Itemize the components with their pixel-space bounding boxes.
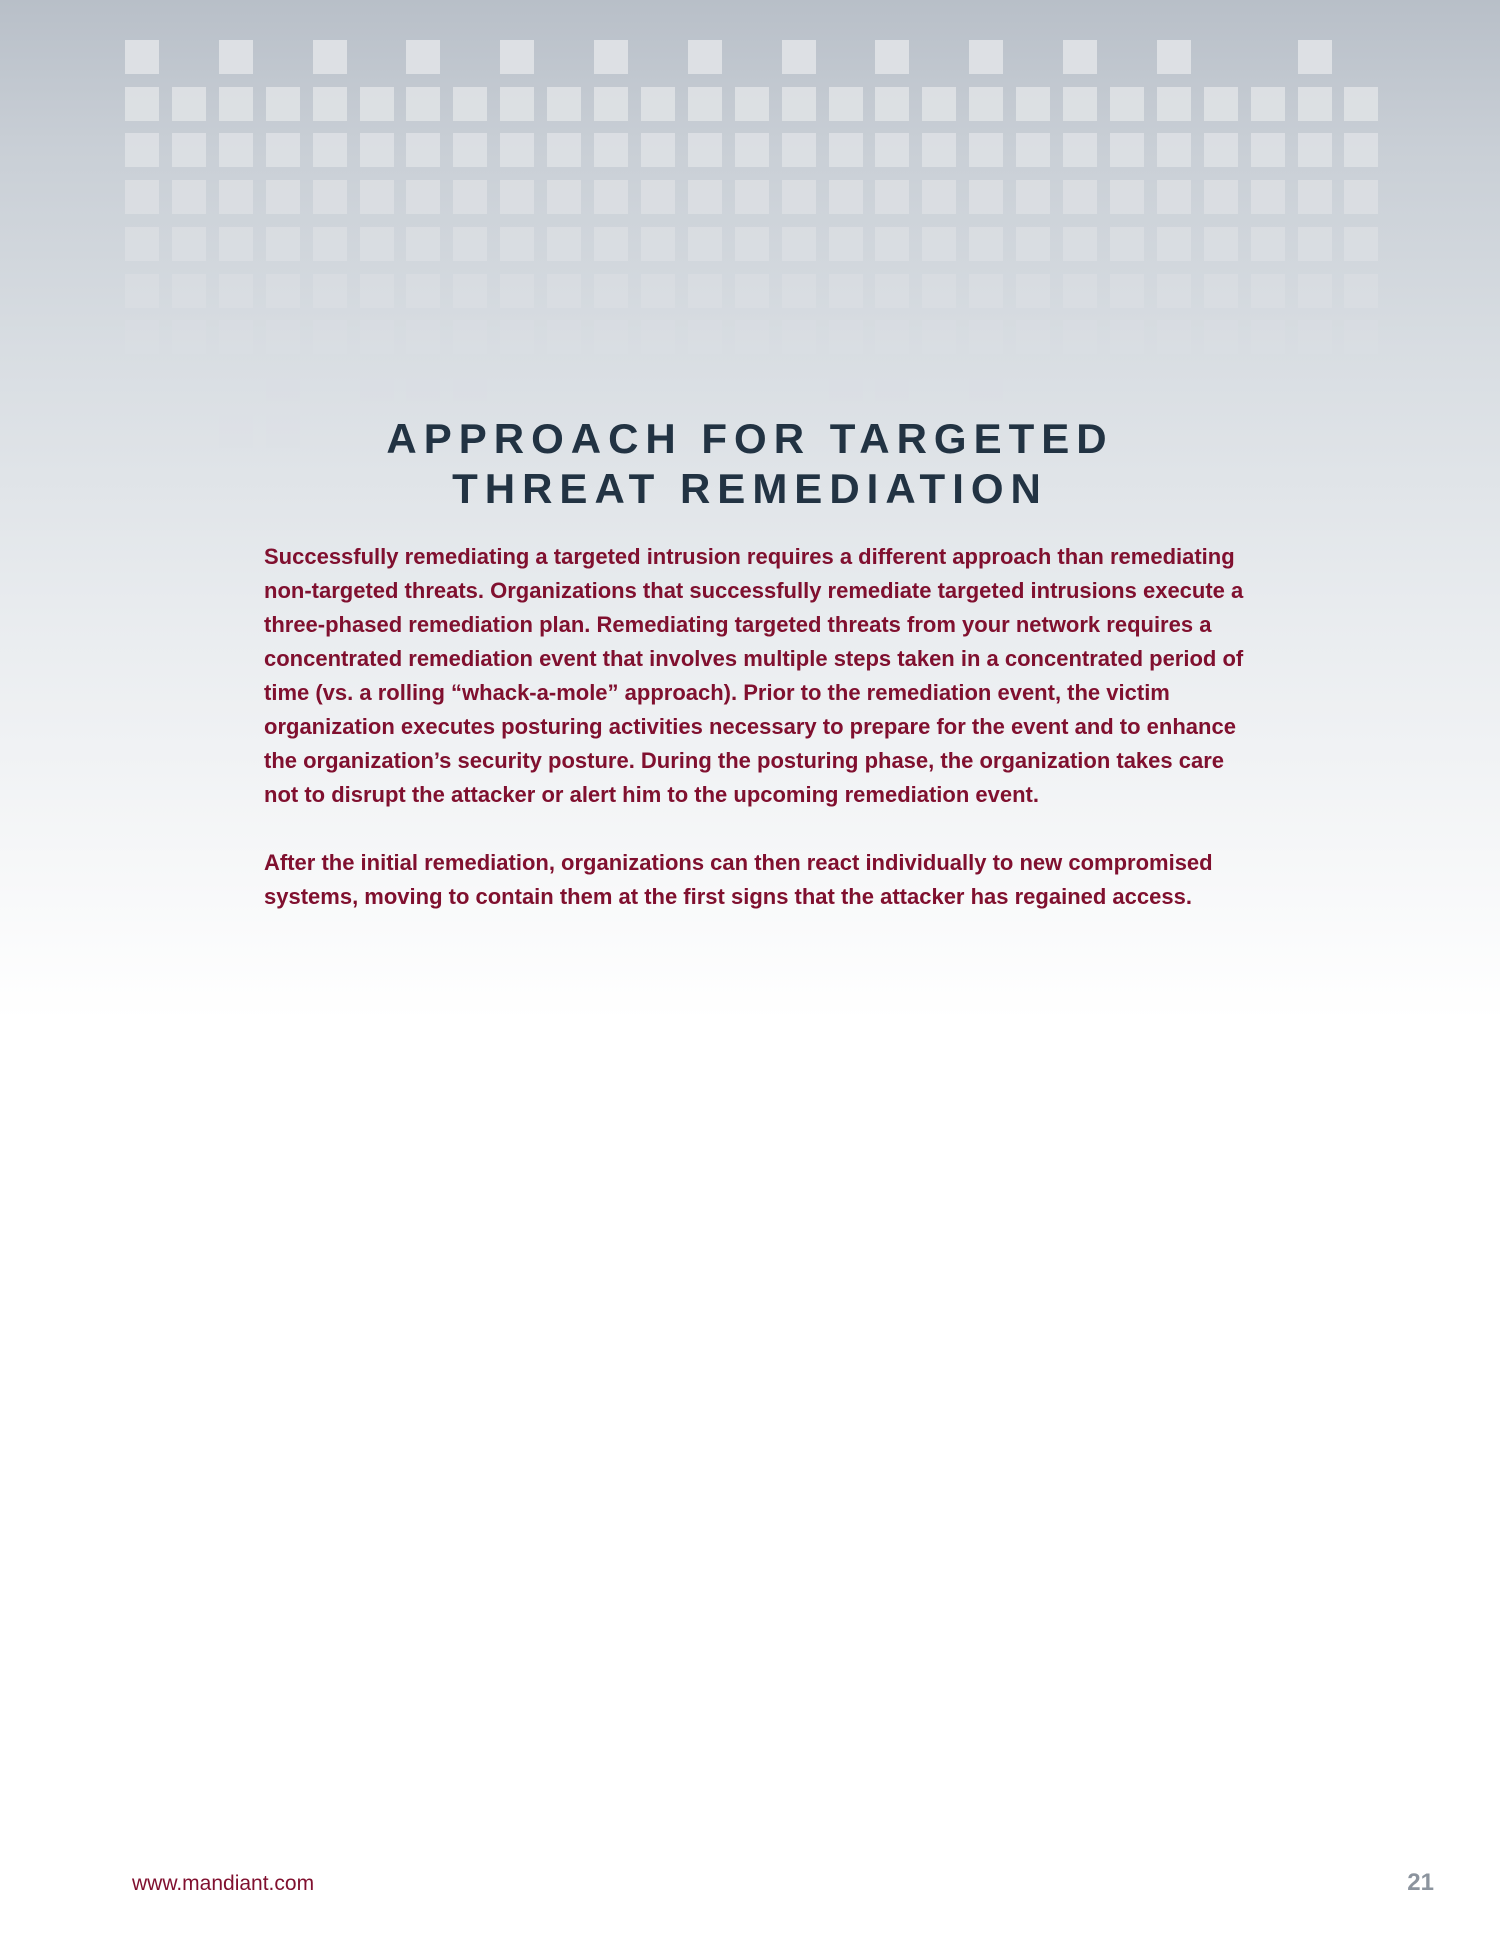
decorative-tile bbox=[313, 133, 347, 167]
decorative-tile bbox=[875, 40, 909, 74]
decorative-tile bbox=[406, 87, 440, 121]
decorative-tile bbox=[547, 274, 581, 308]
decorative-tile bbox=[735, 133, 769, 167]
decorative-tile bbox=[688, 274, 722, 308]
decorative-tile bbox=[1157, 133, 1191, 167]
decorative-tile bbox=[735, 87, 769, 121]
decorative-tile bbox=[782, 40, 816, 74]
decorative-tile bbox=[641, 87, 675, 121]
decorative-tile bbox=[875, 180, 909, 214]
decorative-tile bbox=[172, 274, 206, 308]
decorative-tile bbox=[922, 180, 956, 214]
decorative-tile bbox=[969, 87, 1003, 121]
decorative-tile bbox=[406, 133, 440, 167]
decorative-tile bbox=[406, 274, 440, 308]
decorative-tile bbox=[1298, 320, 1332, 354]
decorative-tile bbox=[922, 320, 956, 354]
decorative-tile bbox=[782, 180, 816, 214]
decorative-tile bbox=[125, 274, 159, 308]
decorative-tile bbox=[875, 367, 909, 401]
decorative-tile bbox=[1016, 180, 1050, 214]
decorative-tile bbox=[1157, 227, 1191, 261]
decorative-tile bbox=[125, 180, 159, 214]
decorative-tile bbox=[453, 227, 487, 261]
decorative-tile bbox=[1298, 133, 1332, 167]
decorative-tile bbox=[594, 87, 628, 121]
decorative-tile bbox=[829, 320, 863, 354]
page-title-line-2: THREAT REMEDIATION bbox=[452, 465, 1048, 512]
decorative-tile bbox=[500, 227, 534, 261]
decorative-tile bbox=[735, 227, 769, 261]
decorative-tile bbox=[125, 133, 159, 167]
decorative-tile bbox=[641, 180, 675, 214]
decorative-tile bbox=[500, 40, 534, 74]
decorative-tile bbox=[594, 40, 628, 74]
decorative-tile bbox=[969, 367, 1003, 401]
body-text bbox=[264, 540, 1254, 948]
decorative-tile bbox=[875, 133, 909, 167]
decorative-tile bbox=[688, 320, 722, 354]
decorative-tile bbox=[313, 227, 347, 261]
decorative-tile bbox=[172, 320, 206, 354]
page-title-line-1: APPROACH FOR TARGETED bbox=[386, 415, 1114, 462]
decorative-tile bbox=[875, 320, 909, 354]
decorative-tile-pattern bbox=[0, 0, 1500, 470]
decorative-tile bbox=[1110, 227, 1144, 261]
decorative-tile bbox=[1063, 87, 1097, 121]
decorative-tile bbox=[406, 320, 440, 354]
decorative-tile bbox=[1251, 87, 1285, 121]
decorative-tile bbox=[1157, 180, 1191, 214]
decorative-tile bbox=[406, 40, 440, 74]
decorative-tile bbox=[1063, 274, 1097, 308]
decorative-tile bbox=[875, 274, 909, 308]
decorative-tile bbox=[1298, 87, 1332, 121]
decorative-tile bbox=[453, 133, 487, 167]
decorative-tile bbox=[313, 180, 347, 214]
decorative-tile bbox=[641, 227, 675, 261]
decorative-tile bbox=[360, 274, 394, 308]
decorative-tile bbox=[829, 133, 863, 167]
decorative-tile bbox=[1157, 274, 1191, 308]
decorative-tile bbox=[688, 40, 722, 74]
decorative-tile bbox=[782, 320, 816, 354]
decorative-tile bbox=[829, 180, 863, 214]
decorative-tile bbox=[1157, 87, 1191, 121]
decorative-tile bbox=[219, 227, 253, 261]
decorative-tile bbox=[1204, 133, 1238, 167]
decorative-tile bbox=[1016, 320, 1050, 354]
page-number: 21 bbox=[1407, 1869, 1434, 1896]
decorative-tile bbox=[125, 87, 159, 121]
decorative-tile bbox=[1251, 133, 1285, 167]
decorative-tile bbox=[594, 180, 628, 214]
decorative-tile bbox=[266, 274, 300, 308]
decorative-tile bbox=[1016, 87, 1050, 121]
decorative-tile bbox=[406, 180, 440, 214]
footer-website-link[interactable]: www.mandiant.com bbox=[132, 1872, 315, 1895]
decorative-tile bbox=[1204, 87, 1238, 121]
decorative-tile bbox=[1344, 87, 1378, 121]
decorative-tile bbox=[453, 180, 487, 214]
decorative-tile bbox=[969, 274, 1003, 308]
decorative-tile bbox=[782, 133, 816, 167]
decorative-tile bbox=[172, 227, 206, 261]
decorative-tile bbox=[547, 227, 581, 261]
decorative-tile bbox=[782, 227, 816, 261]
decorative-tile bbox=[266, 133, 300, 167]
decorative-tile bbox=[547, 87, 581, 121]
decorative-tile bbox=[1344, 274, 1378, 308]
decorative-tile bbox=[922, 274, 956, 308]
decorative-tile bbox=[829, 227, 863, 261]
decorative-tile bbox=[875, 227, 909, 261]
decorative-tile bbox=[547, 133, 581, 167]
decorative-tile bbox=[500, 180, 534, 214]
decorative-tile bbox=[219, 274, 253, 308]
decorative-tile bbox=[1298, 274, 1332, 308]
decorative-tile bbox=[406, 227, 440, 261]
decorative-tile bbox=[1110, 133, 1144, 167]
decorative-tile bbox=[1204, 274, 1238, 308]
decorative-tile bbox=[1251, 180, 1285, 214]
decorative-tile bbox=[1016, 227, 1050, 261]
decorative-tile bbox=[1204, 180, 1238, 214]
decorative-tile bbox=[1110, 274, 1144, 308]
decorative-tile bbox=[453, 320, 487, 354]
decorative-tile bbox=[219, 40, 253, 74]
decorative-tile bbox=[500, 320, 534, 354]
decorative-tile bbox=[688, 180, 722, 214]
decorative-tile bbox=[266, 227, 300, 261]
decorative-tile bbox=[360, 133, 394, 167]
decorative-tile bbox=[688, 227, 722, 261]
decorative-tile bbox=[266, 367, 300, 401]
decorative-tile bbox=[172, 87, 206, 121]
decorative-tile bbox=[172, 133, 206, 167]
decorative-tile bbox=[1204, 227, 1238, 261]
decorative-tile bbox=[1063, 180, 1097, 214]
decorative-tile bbox=[688, 87, 722, 121]
decorative-tile bbox=[1204, 320, 1238, 354]
decorative-tile bbox=[1344, 133, 1378, 167]
body-paragraph-1: Successfully remediating a targeted intrusion requires a different approach than remediating non-targeted threats. Organizations that successfully remediate targeted intrusions execute a three-phased remediation plan. Remediating targeted threats from your network requires a concentrated remediation event that involves multiple steps taken in a concentrated period of time (vs. a rolling “whack-a-mole” approach). Prior to the remediation event, the victim organization executes posturing activities necessary to prepare for the event and to enhance the organization’s security posture. During the posturing phase, the organization takes care not to disrupt the attacker or alert him to the upcoming remediation event. bbox=[264, 544, 1244, 807]
decorative-tile bbox=[313, 87, 347, 121]
decorative-tile bbox=[547, 180, 581, 214]
decorative-tile bbox=[219, 87, 253, 121]
decorative-tile bbox=[453, 274, 487, 308]
decorative-tile bbox=[1157, 320, 1191, 354]
page-title bbox=[0, 414, 1500, 514]
decorative-tile bbox=[313, 274, 347, 308]
decorative-tile bbox=[360, 227, 394, 261]
decorative-tile bbox=[641, 320, 675, 354]
decorative-tile bbox=[969, 227, 1003, 261]
decorative-tile bbox=[1298, 40, 1332, 74]
decorative-tile bbox=[266, 87, 300, 121]
decorative-tile bbox=[219, 133, 253, 167]
decorative-tile bbox=[594, 274, 628, 308]
decorative-tile bbox=[641, 274, 675, 308]
decorative-tile bbox=[1251, 227, 1285, 261]
body-paragraph-2: After the initial remediation, organizations can then react individually to new compromised systems, moving to contain them at the first signs that the attacker has regained access. bbox=[264, 850, 1213, 909]
decorative-tile bbox=[922, 133, 956, 167]
decorative-tile bbox=[1251, 274, 1285, 308]
decorative-tile bbox=[1063, 133, 1097, 167]
decorative-tile bbox=[829, 274, 863, 308]
decorative-tile bbox=[360, 180, 394, 214]
decorative-tile bbox=[1298, 180, 1332, 214]
decorative-tile bbox=[172, 180, 206, 214]
decorative-tile bbox=[500, 133, 534, 167]
decorative-tile bbox=[594, 133, 628, 167]
decorative-tile bbox=[969, 320, 1003, 354]
decorative-tile bbox=[313, 40, 347, 74]
decorative-tile bbox=[500, 274, 534, 308]
decorative-tile bbox=[1298, 227, 1332, 261]
decorative-tile bbox=[782, 87, 816, 121]
decorative-tile bbox=[500, 87, 534, 121]
decorative-tile bbox=[313, 320, 347, 354]
decorative-tile bbox=[1016, 274, 1050, 308]
decorative-tile bbox=[453, 367, 487, 401]
decorative-tile bbox=[969, 133, 1003, 167]
decorative-tile bbox=[266, 180, 300, 214]
decorative-tile bbox=[1344, 180, 1378, 214]
decorative-tile bbox=[688, 133, 722, 167]
decorative-tile bbox=[406, 367, 440, 401]
decorative-tile bbox=[829, 87, 863, 121]
decorative-tile bbox=[360, 87, 394, 121]
decorative-tile bbox=[453, 87, 487, 121]
decorative-tile bbox=[1063, 40, 1097, 74]
decorative-tile bbox=[594, 320, 628, 354]
decorative-tile bbox=[1063, 227, 1097, 261]
decorative-tile bbox=[1251, 320, 1285, 354]
decorative-tile bbox=[735, 274, 769, 308]
decorative-tile bbox=[219, 180, 253, 214]
decorative-tile bbox=[875, 87, 909, 121]
decorative-tile bbox=[547, 320, 581, 354]
decorative-tile bbox=[360, 320, 394, 354]
decorative-tile bbox=[1344, 227, 1378, 261]
decorative-tile bbox=[782, 274, 816, 308]
decorative-tile bbox=[969, 180, 1003, 214]
decorative-tile bbox=[125, 40, 159, 74]
decorative-tile bbox=[360, 367, 394, 401]
decorative-tile bbox=[125, 320, 159, 354]
decorative-tile bbox=[735, 180, 769, 214]
decorative-tile bbox=[735, 320, 769, 354]
decorative-tile bbox=[922, 227, 956, 261]
decorative-tile bbox=[1110, 180, 1144, 214]
decorative-tile bbox=[969, 40, 1003, 74]
decorative-tile bbox=[219, 320, 253, 354]
decorative-tile bbox=[594, 227, 628, 261]
decorative-tile bbox=[829, 367, 863, 401]
decorative-tile bbox=[922, 87, 956, 121]
decorative-tile bbox=[1110, 320, 1144, 354]
decorative-tile bbox=[1110, 87, 1144, 121]
decorative-tile bbox=[266, 320, 300, 354]
decorative-tile bbox=[641, 133, 675, 167]
decorative-tile bbox=[1063, 320, 1097, 354]
decorative-tile bbox=[125, 227, 159, 261]
decorative-tile bbox=[1157, 40, 1191, 74]
decorative-tile bbox=[1344, 320, 1378, 354]
decorative-tile bbox=[1016, 133, 1050, 167]
